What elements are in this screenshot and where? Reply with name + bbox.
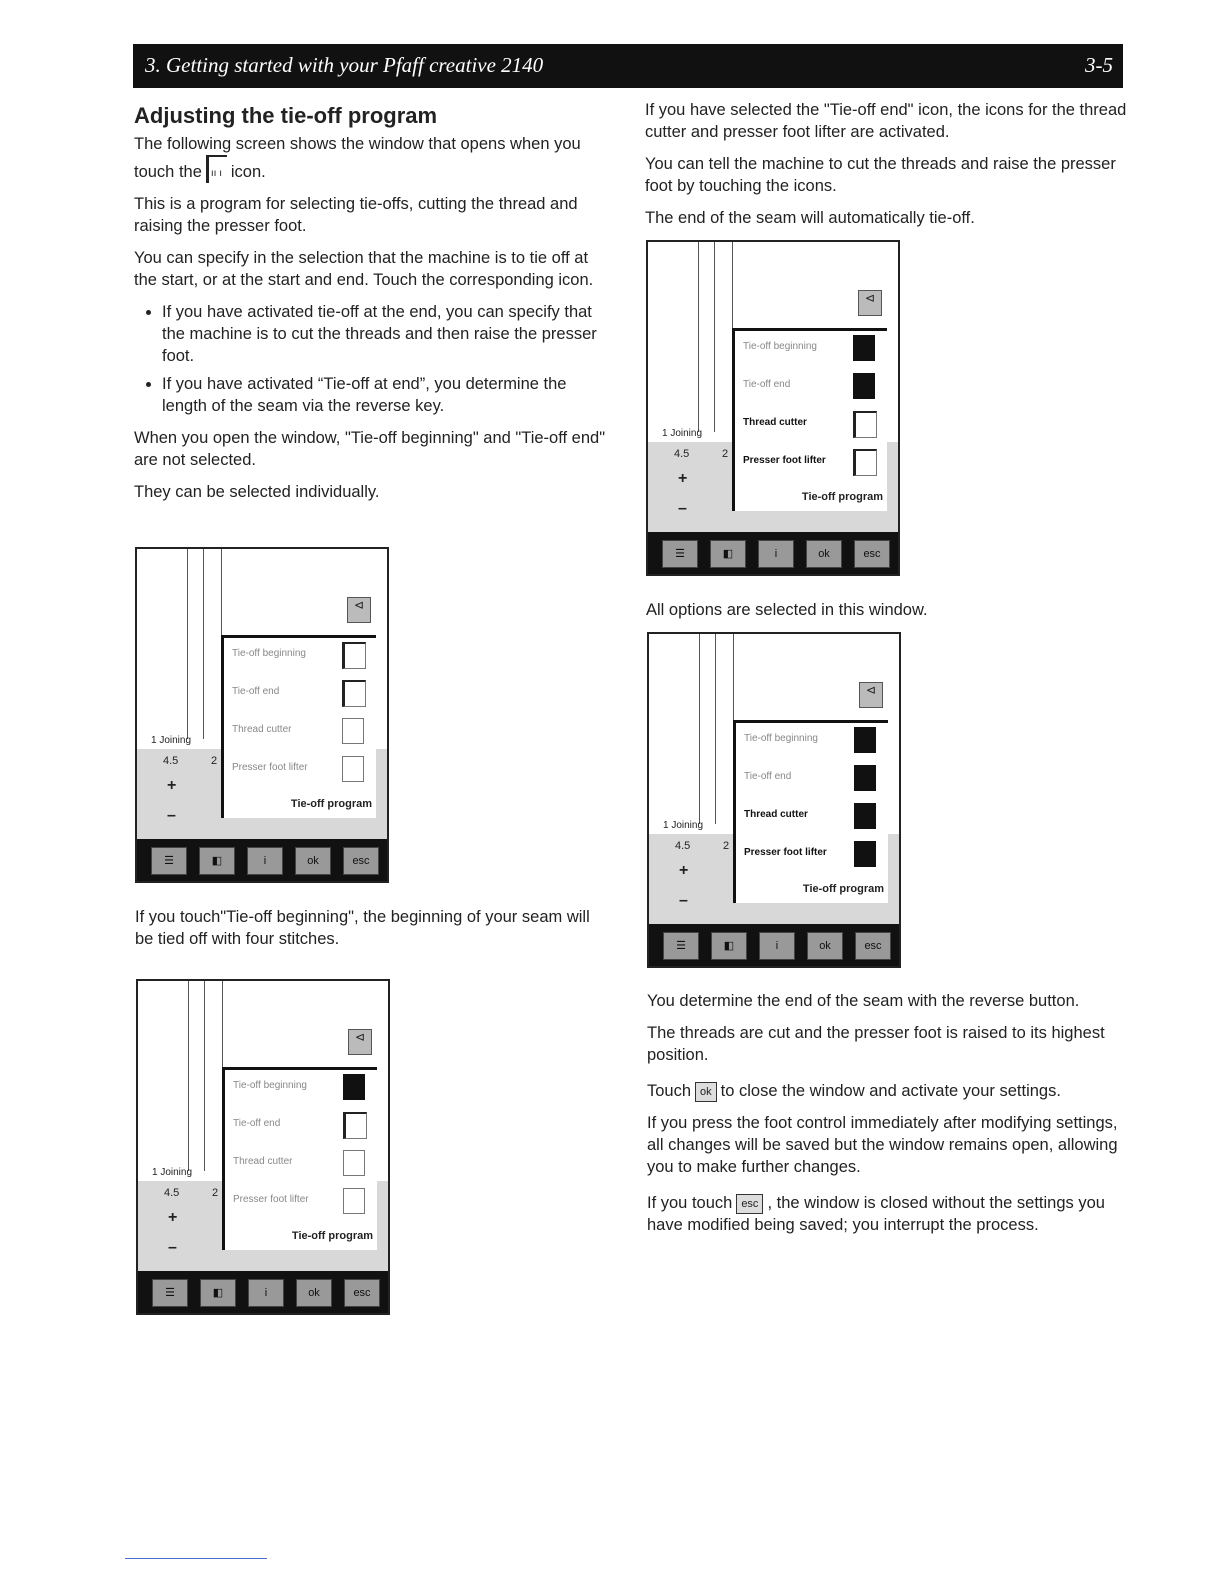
section-heading: Adjusting the tie-off program: [134, 103, 438, 128]
option-presser-foot-lifter[interactable]: Presser foot lifter: [232, 762, 308, 773]
screen-all-selected: [647, 632, 901, 968]
caption: [135, 906, 605, 960]
tie-off-end-toggle[interactable]: [853, 373, 875, 399]
thread-cutter-toggle[interactable]: [343, 1150, 365, 1176]
paragraph: When you open the window, "Tie-off beginning" and "Tie-off end" are not selected.: [134, 429, 606, 469]
menu-button[interactable]: ☰: [152, 1279, 188, 1307]
stitch-label: 1 Joining: [662, 428, 703, 439]
option-presser-foot-lifter[interactable]: Presser foot lifter: [743, 455, 826, 466]
tie-off-window: [221, 635, 376, 818]
paragraph: If you press the foot control immediately after modifying settings, all changes will be saved but the window remains open, allowing you to make further changes.: [647, 1114, 1118, 1176]
option-tie-off-end[interactable]: Tie-off end: [232, 686, 280, 697]
option-presser-foot-lifter[interactable]: Presser foot lifter: [744, 847, 827, 858]
option-tie-off-end[interactable]: Tie-off end: [743, 379, 791, 390]
minus-button[interactable]: –: [678, 500, 687, 517]
paragraph: If you have selected the "Tie-off end" icon, the icons for the thread cutter and presser foot lifter are activated.: [645, 101, 1127, 141]
presser-foot-lifter-toggle[interactable]: [853, 449, 877, 476]
bullet-list: [134, 301, 614, 417]
stitch-label: 1 Joining: [151, 735, 192, 746]
tie-off-window: [222, 1067, 377, 1250]
page-number: 3-5: [1085, 53, 1113, 77]
screen-end-selected: [646, 240, 900, 576]
window-title: Tie-off program: [290, 798, 372, 810]
window-title: Tie-off program: [291, 1230, 373, 1242]
option-thread-cutter[interactable]: Thread cutter: [233, 1156, 293, 1167]
tie-off-beginning-toggle[interactable]: [854, 727, 876, 753]
info-button[interactable]: i: [247, 847, 283, 875]
stitch-width: 2: [723, 840, 730, 852]
menu-button[interactable]: ☰: [151, 847, 187, 875]
text: Touch: [647, 1082, 692, 1100]
list-item: • If you have activated tie-off at the end, you can specify that the machine is to cut the threads and then raise the presser foot.: [162, 301, 614, 367]
option-tie-off-beginning[interactable]: Tie-off beginning: [744, 733, 818, 744]
option-tie-off-beginning[interactable]: Tie-off beginning: [233, 1080, 307, 1091]
stitch-length: 4.5: [675, 840, 691, 852]
intro-text-end: icon.: [230, 163, 266, 181]
intro-paragraph: [134, 133, 614, 183]
paragraph: The end of the seam will automatically tie-off.: [645, 209, 975, 227]
minus-button[interactable]: –: [168, 1239, 177, 1256]
paragraph: If you touch"Tie-off beginning", the beginning of your seam will be tied off with four stitches.: [135, 908, 590, 948]
page-header: [133, 44, 1123, 88]
thread-cutter-toggle[interactable]: [342, 718, 364, 744]
mode-button[interactable]: ◧: [199, 847, 235, 875]
minus-button[interactable]: –: [167, 807, 176, 824]
ok-button[interactable]: ok: [806, 540, 842, 568]
presser-foot-lifter-toggle[interactable]: [342, 756, 364, 782]
text: , the window is closed without the settings you have modified being saved; you interrupt the process.: [647, 1194, 1105, 1234]
option-tie-off-beginning[interactable]: Tie-off beginning: [232, 648, 306, 659]
esc-button[interactable]: esc: [855, 932, 891, 960]
button-bar: [138, 1271, 388, 1313]
option-tie-off-beginning[interactable]: Tie-off beginning: [743, 341, 817, 352]
stitch-width: 2: [212, 1187, 219, 1199]
mode-button[interactable]: ◧: [711, 932, 747, 960]
stitch-label: 1 Joining: [663, 820, 704, 831]
plus-button[interactable]: +: [167, 777, 177, 794]
mode-button[interactable]: ◧: [710, 540, 746, 568]
tie-off-end-toggle[interactable]: [342, 680, 366, 707]
minus-button[interactable]: –: [679, 892, 688, 909]
tie-off-end-toggle[interactable]: [854, 765, 876, 791]
tie-off-program-icon[interactable]: ⊲: [347, 597, 371, 623]
paragraph: This is a program for selecting tie-offs, cutting the thread and raising the presser foot.: [134, 195, 578, 235]
chapter-title: 3. Getting started with your Pfaff creative 2140: [145, 53, 544, 77]
caption: [646, 599, 1126, 631]
option-thread-cutter[interactable]: Thread cutter: [744, 809, 808, 820]
tie-off-end-toggle[interactable]: [343, 1112, 367, 1139]
mode-button[interactable]: ◧: [200, 1279, 236, 1307]
tie-off-program-icon[interactable]: ⊲: [858, 290, 882, 316]
menu-button[interactable]: ☰: [663, 932, 699, 960]
info-button[interactable]: i: [759, 932, 795, 960]
stitch-length: 4.5: [674, 448, 690, 460]
esc-button[interactable]: esc: [343, 847, 379, 875]
ok-button[interactable]: ok: [807, 932, 843, 960]
presser-foot-lifter-toggle[interactable]: [854, 841, 876, 867]
list-item: • If you have activated “Tie-off at end”, you determine the length of the seam via the reverse key.: [162, 373, 614, 417]
button-bar: [649, 924, 899, 966]
tie-off-beginning-toggle[interactable]: [343, 1074, 365, 1100]
menu-button[interactable]: ☰: [662, 540, 698, 568]
esc-icon: esc: [736, 1194, 763, 1214]
esc-button[interactable]: esc: [854, 540, 890, 568]
intro-text: The following screen shows the window that opens when you touch the: [134, 135, 581, 181]
info-button[interactable]: i: [248, 1279, 284, 1307]
footer-rule: [125, 1558, 267, 1559]
button-bar: [648, 532, 898, 574]
screen-none-selected: [135, 547, 389, 883]
stitch-label: 1 Joining: [152, 1167, 193, 1178]
plus-button[interactable]: +: [679, 862, 689, 879]
text: to close the window and activate your settings.: [720, 1082, 1061, 1100]
paragraph: You determine the end of the seam with the reverse button.: [647, 992, 1080, 1010]
tie-off-window: [733, 720, 888, 903]
paragraph: All options are selected in this window.: [646, 601, 928, 619]
paragraph: [647, 1192, 1137, 1236]
stitch-width: 2: [722, 448, 729, 460]
paragraph: They can be selected individually.: [134, 483, 380, 501]
tie-off-beginning-toggle[interactable]: [342, 642, 366, 669]
paragraph: You can tell the machine to cut the threads and raise the presser foot by touching the icons.: [645, 155, 1116, 195]
tie-off-window: [732, 328, 887, 511]
plus-button[interactable]: +: [168, 1209, 178, 1226]
stitch-width: 2: [211, 755, 218, 767]
stitch-length: 4.5: [163, 755, 179, 767]
tie-off-beginning-toggle[interactable]: [853, 335, 875, 361]
esc-button[interactable]: esc: [344, 1279, 380, 1307]
tie-off-program-icon[interactable]: ⊲: [859, 682, 883, 708]
option-thread-cutter[interactable]: Thread cutter: [232, 724, 292, 735]
paragraph: You can specify in the selection that the machine is to tie off at the start, or at the start and end. Touch the corresponding icon.: [134, 249, 594, 289]
paragraph: [647, 1080, 1137, 1102]
window-title: Tie-off program: [802, 883, 884, 895]
paragraph: The threads are cut and the presser foot is raised to its highest position.: [647, 1024, 1105, 1064]
tie-off-icon: [206, 155, 227, 183]
text: If you touch: [647, 1194, 733, 1212]
ok-button[interactable]: ok: [295, 847, 331, 875]
button-bar: [137, 839, 387, 881]
option-thread-cutter[interactable]: Thread cutter: [743, 417, 807, 428]
thread-cutter-toggle[interactable]: [854, 803, 876, 829]
thread-cutter-toggle[interactable]: [853, 411, 877, 438]
info-button[interactable]: i: [758, 540, 794, 568]
ok-icon: ok: [695, 1082, 717, 1102]
option-tie-off-end[interactable]: Tie-off end: [233, 1118, 281, 1129]
screen-beginning-selected: [136, 979, 390, 1315]
option-presser-foot-lifter[interactable]: Presser foot lifter: [233, 1194, 309, 1205]
stitch-length: 4.5: [164, 1187, 180, 1199]
presser-foot-lifter-toggle[interactable]: [343, 1188, 365, 1214]
tie-off-program-icon[interactable]: ⊲: [348, 1029, 372, 1055]
ok-button[interactable]: ok: [296, 1279, 332, 1307]
left-column: [134, 103, 614, 513]
window-title: Tie-off program: [801, 491, 883, 503]
plus-button[interactable]: +: [678, 470, 688, 487]
right-column-bottom: [647, 990, 1137, 1246]
right-column-top: [645, 99, 1130, 239]
option-tie-off-end[interactable]: Tie-off end: [744, 771, 792, 782]
